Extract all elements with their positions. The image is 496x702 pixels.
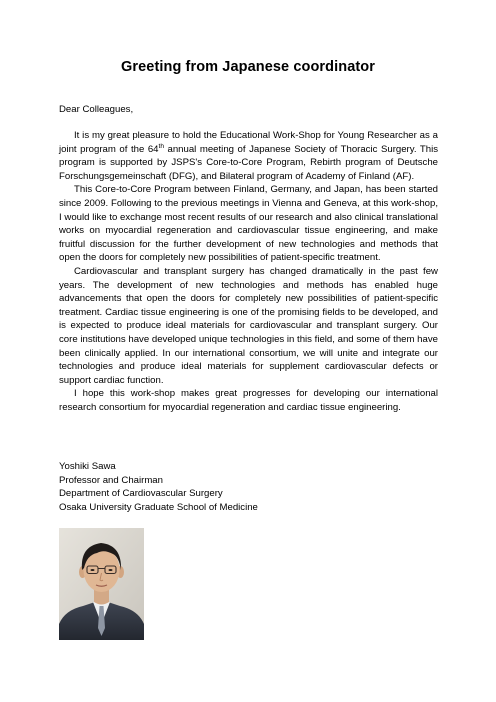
document-title: Greeting from Japanese coordinator [121,59,375,75]
portrait-photo [59,528,144,640]
letter-body [59,129,438,414]
signature-block [59,460,258,514]
signatory-name: Yoshiki Sawa [59,461,116,472]
paragraph-4: I hope this work-shop makes great progresses for developing our international research consortium for myocardial regeneration and cardiac tissue engineering. [59,388,438,413]
paragraph-2: This Core-to-Core Program between Finland, Germany, and Japan, has been started since 2009. Following to the previous meetings in Vienna and Geneva, at this work-shop, I would like to exchange most recent results of our research and also clinical translational works on myocardial regeneration and cardiovascular tissue engineering, and make fruitful discussion for the further development of new technologies and methods that open the doors for completely new possibilities of patient-specific treatment. [59,184,438,264]
paragraph-1 [59,129,438,183]
paragraph-3: Cardiovascular and transplant surgery has changed dramatically in the past few years. The development of new technologies and methods has enabled huge advancements that open the doors for completely new possibilities of patient-specific treatment. Cardiac tissue engineering is one of the promising fields to be developed, and is expected to produce ideal materials for cardiovascular and transplant surgery. Our core institutions have developed unique technologies in this field, and some of them have been clinically applied. In our international consortium, we will unite and integrate our technologies and produce ideal materials for supplement cardiovascular defects or support cardiac function. [59,265,438,386]
signatory-institution: Osaka University Graduate School of Medicine [59,501,258,513]
signatory-department: Department of Cardiovascular Surgery [59,488,223,500]
salutation: Dear Colleagues, [59,104,134,115]
signatory-position: Professor and Chairman [59,474,163,486]
ordinal-suffix: th [158,142,164,150]
paragraph-1-text-end: annual meeting of Japanese Society of Thoracic Surgery. This program is supported by JSPS's Core-to-Core Program, Rebirth program of Deutsche Forschungsgemeinschaft (DFG), and Bilateral program of Academy of Finland (AF). [59,143,439,182]
paragraph-1-text-start: It is my great pleasure to hold the Educational Work-Shop for Young Researcher as a joint program of the 64 [59,130,438,155]
